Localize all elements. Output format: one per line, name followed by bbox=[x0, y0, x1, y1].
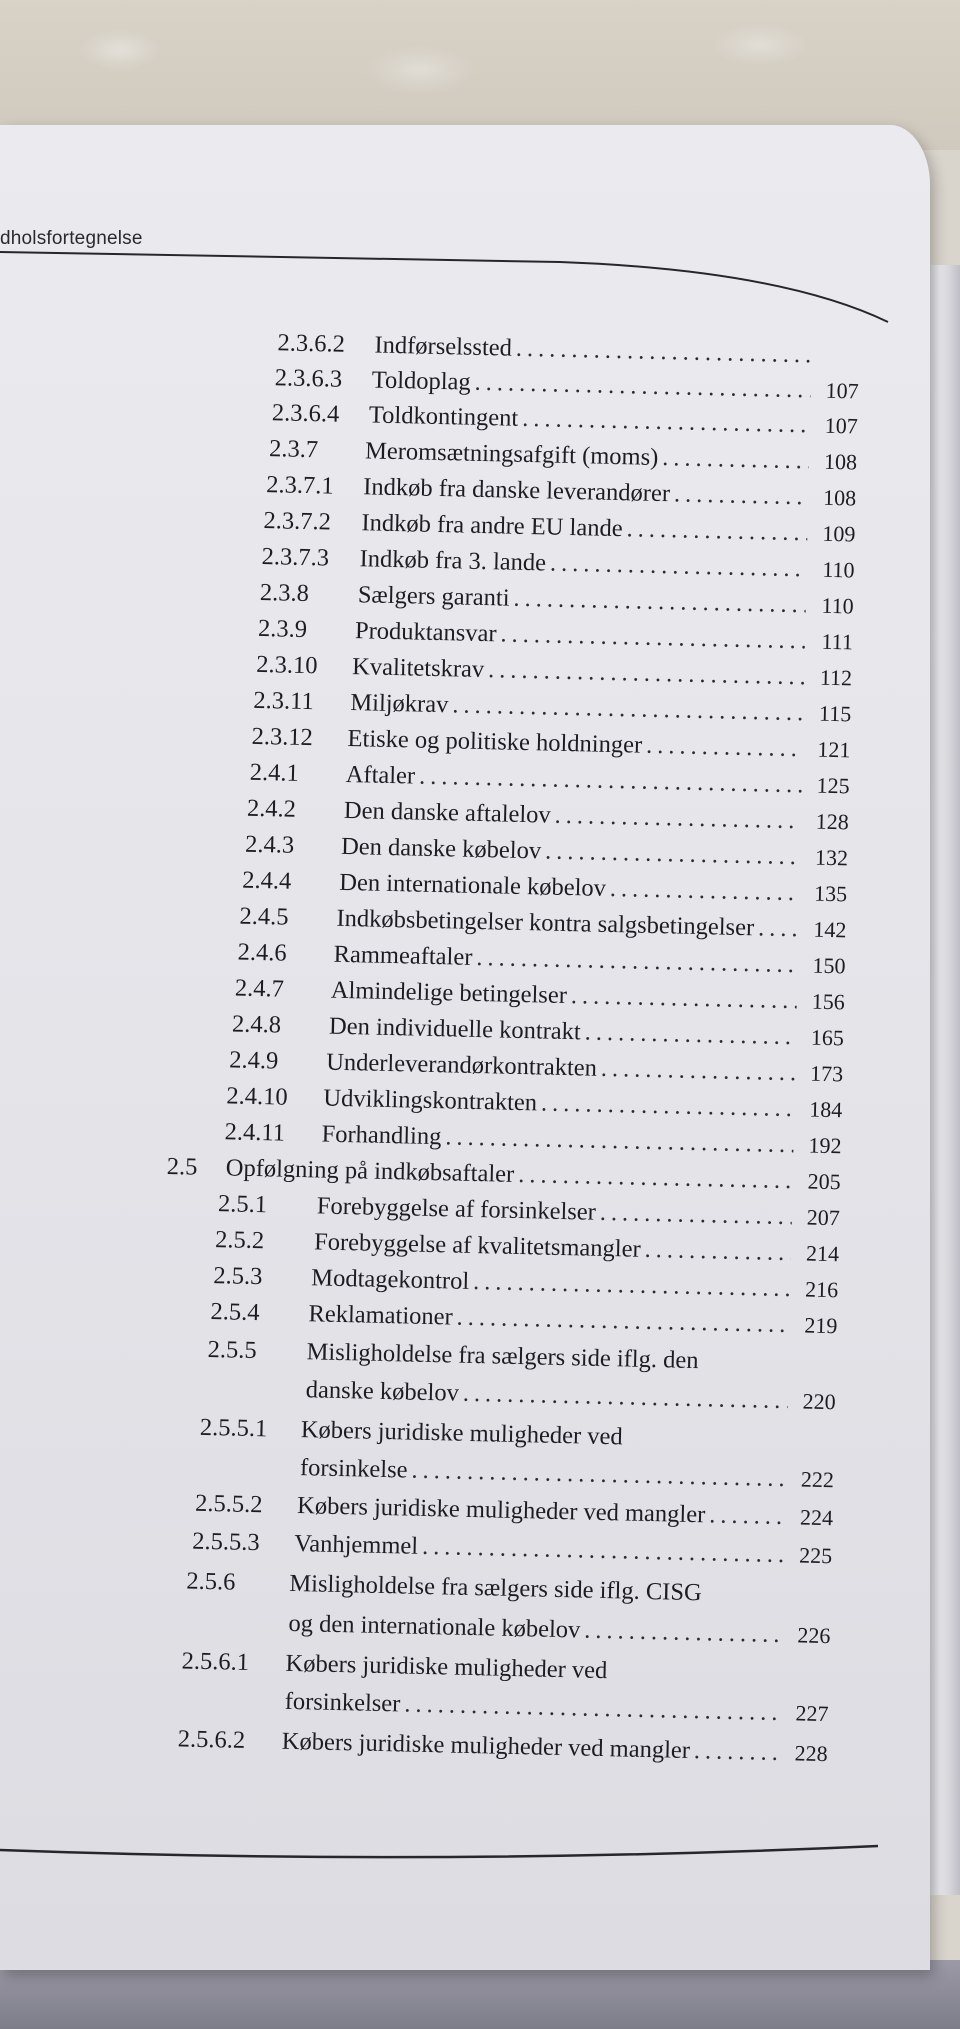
toc-entry-number: 2.3.7 bbox=[268, 435, 319, 464]
toc-page-number: 220 bbox=[802, 1388, 836, 1415]
toc-entry-number: 2.3.7.1 bbox=[266, 471, 334, 500]
leader-dots bbox=[476, 941, 798, 982]
toc-entry-title: Købers juridiske muligheder ved mangler ..... bbox=[281, 1725, 788, 1770]
toc-entry-title: Indkøb fra danske leverandører ..... bbox=[363, 470, 817, 514]
toc-entry-number: 2.5.5 bbox=[207, 1335, 257, 1365]
toc-page-number: 184 bbox=[809, 1096, 843, 1123]
toc-entry-title: Misligholdelse fra sælgers side iflg. den bbox=[306, 1338, 699, 1375]
toc-entry-number: 2.3.7.2 bbox=[263, 507, 332, 536]
toc-page-number: 111 bbox=[821, 628, 854, 655]
toc-entry-number: 2.5.5.2 bbox=[194, 1489, 263, 1519]
footer-rule bbox=[0, 1838, 880, 1868]
toc-entry-number: 2.4.6 bbox=[237, 938, 288, 967]
toc-page-number: 214 bbox=[805, 1240, 840, 1267]
toc-entry-number: 2.5.5.3 bbox=[192, 1527, 261, 1557]
toc-entry-title: Købers juridiske muligheder ved bbox=[285, 1649, 608, 1685]
toc-page-number: 150 bbox=[812, 952, 846, 979]
toc-page-number: 108 bbox=[823, 448, 858, 475]
toc-entry-number: 2.3.7.3 bbox=[261, 543, 330, 572]
toc-entry-title: Meromsætningsafgift (moms) ..... bbox=[365, 434, 818, 478]
toc-entry-number: 2.5.4 bbox=[210, 1298, 260, 1327]
toc-entry-title: Produktansvar ..... bbox=[355, 614, 814, 658]
toc-page-number: 125 bbox=[816, 772, 850, 799]
toc-page-number: 107 bbox=[825, 377, 859, 404]
toc-entry-number: 2.3.9 bbox=[257, 614, 308, 644]
toc-entry-title: Miljøkrav ..... bbox=[350, 686, 812, 730]
toc-entry-number: 2.3.6.4 bbox=[271, 399, 340, 428]
toc-entry-title: Købers juridiske muligheder ved mangler ..... bbox=[297, 1489, 794, 1534]
toc-page-number: 225 bbox=[798, 1542, 833, 1569]
toc-entry-number: 2.5.5.1 bbox=[199, 1413, 268, 1443]
leader-dots bbox=[758, 911, 799, 946]
toc-entry-title: danske købelov ..... bbox=[305, 1373, 796, 1418]
leader-dots bbox=[516, 332, 812, 373]
toc-entry-title: Toldoplag ..... bbox=[371, 363, 819, 407]
toc-entry-title: Indkøb fra andre EU lande ..... bbox=[361, 506, 816, 550]
toc-page-number: 222 bbox=[800, 1466, 835, 1493]
toc-entry-number: 2.4.4 bbox=[242, 866, 292, 895]
leader-dots bbox=[709, 1498, 786, 1534]
toc-entry-number: 2.5.2 bbox=[214, 1226, 265, 1255]
toc-entry-title: Forhandling ..... bbox=[321, 1118, 802, 1163]
toc-page-number: 227 bbox=[795, 1700, 829, 1727]
toc-entry-title: Forebyggelse af forsinkelser ..... bbox=[317, 1189, 801, 1234]
toc-page-number: 226 bbox=[797, 1622, 831, 1649]
toc-entry-title: Indførselssted ..... bbox=[374, 329, 820, 373]
toc-page-number: 165 bbox=[810, 1024, 845, 1051]
toc-entry-number: 2.5.6.2 bbox=[177, 1725, 246, 1754]
toc-entry-title: Den danske købelov ..... bbox=[341, 830, 809, 875]
toc-entry-title: Rammeaftaler ..... bbox=[333, 938, 806, 983]
leader-dots bbox=[473, 1265, 791, 1306]
toc-entry-number: 2.4.10 bbox=[226, 1082, 288, 1111]
toc-entry-number: 2.5.6.1 bbox=[181, 1647, 250, 1676]
leader-dots bbox=[626, 512, 807, 550]
toc-entry-title: Aftaler ..... bbox=[345, 758, 810, 803]
toc-entry-title: Opfølgning på indkøbsaftaler ..... bbox=[225, 1151, 801, 1198]
toc-entry-title: Forebyggelse af kvalitetsmangler ..... bbox=[314, 1225, 800, 1270]
toc-entry-title: Modtagekontrol ..... bbox=[311, 1261, 799, 1306]
toc-page-number: 112 bbox=[819, 664, 853, 691]
toc-page-number: 108 bbox=[822, 484, 857, 511]
leader-dots bbox=[545, 835, 801, 875]
toc-entry-title: Indkøb fra 3. lande ..... bbox=[359, 542, 815, 586]
leader-dots bbox=[571, 979, 798, 1018]
toc-entry-title: Købers juridiske muligheder ved bbox=[300, 1416, 623, 1451]
toc-entry-title: Kvalitetskrav ..... bbox=[352, 650, 813, 694]
leader-dots bbox=[550, 547, 807, 587]
toc-page-number: 110 bbox=[822, 556, 855, 583]
toc-page-number: 173 bbox=[809, 1060, 844, 1087]
toc-entry-number: 2.4.7 bbox=[234, 974, 285, 1003]
leader-dots bbox=[554, 799, 801, 839]
toc-entry-number: 2.5.6 bbox=[186, 1567, 236, 1596]
leader-dots bbox=[662, 441, 809, 478]
toc-entry-title: Reklamationer ..... bbox=[308, 1297, 798, 1342]
leader-dots bbox=[513, 582, 806, 623]
leader-dots bbox=[674, 477, 809, 514]
toc-page-number: 228 bbox=[794, 1740, 828, 1767]
leader-dots bbox=[541, 1086, 795, 1126]
toc-entry-title: Den internationale købelov ..... bbox=[339, 866, 808, 911]
toc-entry-number: 2.5.1 bbox=[217, 1190, 268, 1219]
toc-entry-title: Misligholdelse fra sælgers side iflg. CISG bbox=[289, 1569, 703, 1607]
leader-dots bbox=[599, 1196, 792, 1234]
toc-page-number: 142 bbox=[813, 916, 847, 943]
toc-page-number: 216 bbox=[804, 1276, 839, 1303]
leader-dots bbox=[601, 1052, 796, 1090]
toc-entry-number: 2.4.8 bbox=[231, 1010, 282, 1039]
toc-page-number: 224 bbox=[799, 1504, 834, 1531]
toc-page-number: 128 bbox=[815, 808, 850, 835]
toc-entry-number: 2.3.8 bbox=[259, 578, 310, 608]
toc-page-number: 132 bbox=[814, 844, 849, 871]
book-page-edge bbox=[925, 265, 960, 1895]
toc-page-number: 192 bbox=[808, 1132, 842, 1159]
toc-entry-number: 2.4.5 bbox=[239, 902, 289, 931]
toc-page-number: 205 bbox=[807, 1168, 841, 1195]
toc-entry-number: 2.4.9 bbox=[228, 1046, 279, 1075]
toc-entry-number: 2.5.3 bbox=[213, 1262, 263, 1291]
toc-entry-title: Toldkontingent ..... bbox=[369, 398, 819, 442]
leader-dots bbox=[522, 402, 810, 443]
toc-entry-title: Sælgers garanti ..... bbox=[357, 578, 814, 622]
toc-entry-number: 2.3.10 bbox=[255, 650, 318, 680]
toc-entry-title: Etiske og politiske holdninger ..... bbox=[347, 722, 811, 766]
leader-dots bbox=[488, 653, 805, 694]
toc-entry-number: 2.5 bbox=[166, 1153, 198, 1181]
toc-page-number: 115 bbox=[818, 700, 852, 727]
leader-dots bbox=[694, 1734, 781, 1770]
toc-page-number: 219 bbox=[804, 1312, 838, 1339]
toc-page-number: 110 bbox=[821, 592, 855, 619]
running-head: dholsfortegnelse bbox=[0, 228, 143, 249]
leader-dots bbox=[610, 872, 800, 910]
toc-entry-number: 2.4.2 bbox=[246, 794, 297, 823]
toc-page-number: 156 bbox=[811, 988, 846, 1015]
toc-entry-title: forsinkelse ..... bbox=[300, 1451, 795, 1496]
toc-entry-title: Almindelige betingelser ..... bbox=[330, 974, 805, 1019]
toc-page-number: 135 bbox=[813, 880, 848, 907]
toc-entry-number: 2.4.3 bbox=[244, 830, 295, 859]
toc-page-number: 121 bbox=[817, 736, 851, 763]
toc-entry-number: 2.4.11 bbox=[224, 1118, 286, 1147]
toc-entry-title: og den internationale købelov ..... bbox=[288, 1607, 791, 1652]
toc-entry-number: 2.4.1 bbox=[249, 758, 300, 787]
leader-dots bbox=[644, 1233, 791, 1270]
toc-entry-number: 2.3.11 bbox=[253, 686, 315, 716]
leader-dots bbox=[646, 729, 803, 767]
leader-dots bbox=[518, 1158, 793, 1198]
toc-entry-number: 2.3.6.2 bbox=[277, 329, 346, 358]
leader-dots bbox=[584, 1015, 796, 1054]
toc-entry-title: Udviklingskontrakten ..... bbox=[323, 1082, 803, 1127]
toc-entry-title: forsinkelser ..... bbox=[284, 1685, 789, 1730]
leader-dots bbox=[500, 617, 805, 658]
leader-dots bbox=[584, 1614, 783, 1652]
toc-page-number: 107 bbox=[824, 412, 859, 439]
toc-entry-number: 2.3.6.3 bbox=[274, 364, 343, 393]
toc-entry-title: Indkøbsbetingelser kontra salgsbetingelser ..... bbox=[336, 902, 807, 947]
toc-page-number: 109 bbox=[822, 520, 856, 547]
toc-entry-title: Vanhjemmel ..... bbox=[294, 1527, 793, 1572]
toc-entry-title: Den danske aftalelov ..... bbox=[344, 794, 810, 839]
toc-entry-title: Den individuelle kontrakt ..... bbox=[329, 1010, 805, 1055]
toc-entry-title: Underleverandørkontrakten ..... bbox=[326, 1046, 804, 1091]
toc-page-number: 207 bbox=[806, 1204, 841, 1231]
header-rule bbox=[0, 250, 890, 320]
toc-entry-number: 2.3.12 bbox=[251, 722, 314, 752]
table-surface bbox=[0, 1960, 960, 2029]
